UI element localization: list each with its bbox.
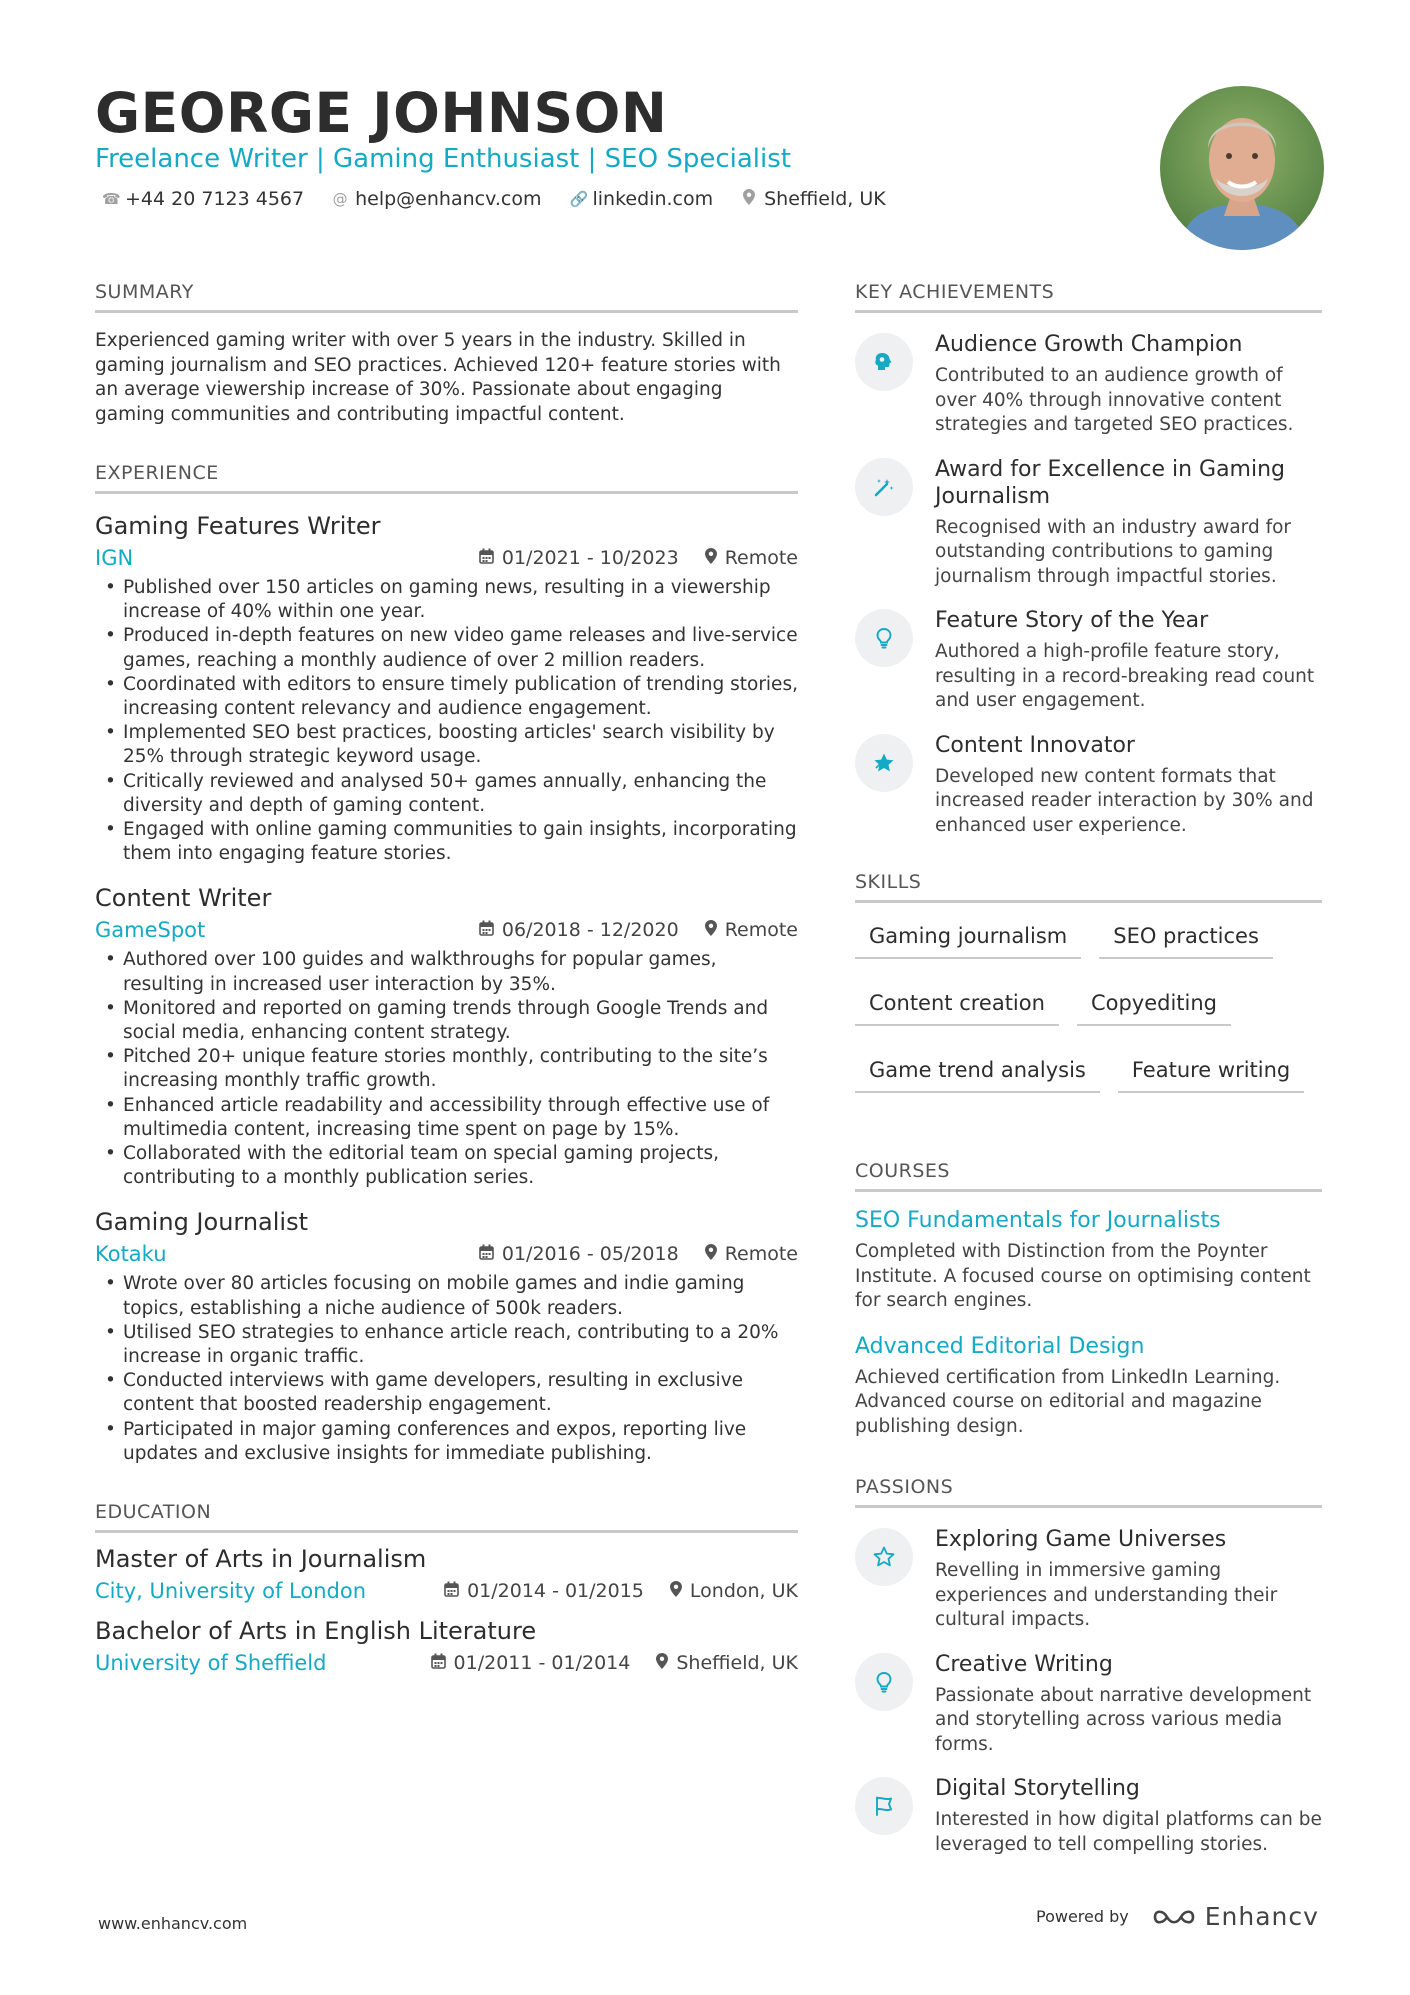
passion-item (855, 1526, 1322, 1633)
item-body (935, 1651, 1322, 1758)
item-body (935, 1775, 1322, 1857)
passion-description: Interested in how digital platforms can be leveraged to tell compelling stories. (935, 1809, 1322, 1855)
job-location (705, 547, 798, 569)
skill-tag: Feature writing (1118, 1051, 1304, 1093)
job-bullet: • Participated in major gaming conferences and expos, reporting live updates and exclusive insights for immediate publishing. (123, 1418, 798, 1466)
at-icon: @ (332, 190, 348, 208)
job-bullet: • Critically reviewed and analysed 50+ games annually, enhancing the diversity and depth of gaming content. (123, 770, 798, 818)
experience-section (95, 459, 798, 1466)
skill-tag: SEO practices (1099, 917, 1273, 959)
achievement-title: Feature Story of the Year (935, 608, 1209, 633)
course-description: Completed with Distinction from the Poynter Institute. A focused course on optimising content for search engines. (855, 1241, 1311, 1311)
location-pin-icon (656, 1653, 668, 1673)
job-entry (95, 882, 798, 1190)
achievement-title: Award for Excellence in Gaming Journalism (935, 456, 1286, 509)
achievement-item (855, 732, 1322, 839)
passion-title: Creative Writing (935, 1651, 1113, 1677)
skill-tag: Content creation (855, 984, 1059, 1026)
school-name[interactable]: University of Sheffield (95, 1651, 327, 1676)
job-dates (479, 919, 679, 941)
job-dates-text: 06/2018 - 12/2020 (501, 919, 679, 942)
section-title-courses: COURSES (855, 1157, 1322, 1192)
achievement-title: Content Innovator (935, 732, 1135, 758)
education-location-text: London, UK (689, 1580, 798, 1603)
section-title-summary: SUMMARY (95, 278, 798, 313)
job-location-text: Remote (724, 547, 798, 569)
footer-branding (1036, 1902, 1319, 1931)
job-bullet: • Authored over 100 guides and walkthroughs for popular games, resulting in increased user interaction by 35%. (123, 948, 798, 996)
job-bullet: • Conducted interviews with game developers, resulting in exclusive content that boosted readership engagement. (123, 1369, 798, 1417)
section-title-skills: SKILLS (855, 868, 1322, 903)
education-meta-right (444, 1580, 798, 1602)
achievement-item (855, 456, 1322, 590)
job-title: Gaming Journalist (95, 1208, 309, 1237)
achievement-list (855, 331, 1322, 838)
job-bullet: • Utilised SEO strategies to enhance article reach, contributing to a 20% increase in organic traffic. (123, 1321, 798, 1369)
education-dates-text: 01/2011 - 01/2014 (453, 1652, 631, 1675)
job-bullet: • Enhanced article readability and accessibility through effective use of multimedia content, increasing time spent on page by 15%. (123, 1094, 798, 1142)
job-meta (95, 544, 798, 572)
achievement-description: Developed new content formats that increased reader interaction by 30% and enhanced user experience. (935, 765, 1314, 836)
location-pin-icon (705, 1244, 717, 1264)
job-bullet: • Pitched 20+ unique feature stories monthly, contributing to the site’s increasing monthly traffic growth. (123, 1045, 798, 1093)
job-meta-right (479, 1243, 798, 1265)
company-name[interactable]: GameSpot (95, 918, 206, 943)
location-pin-icon (705, 920, 717, 940)
passion-title: Exploring Game Universes (935, 1527, 1227, 1552)
job-bullet: • Collaborated with the editorial team on special gaming projects, contributing to a monthly publication series. (123, 1142, 798, 1190)
brand-logo[interactable] (1151, 1902, 1319, 1931)
education-location (656, 1652, 798, 1674)
passion-description: Revelling in immersive gaming experiences and understanding their cultural impacts. (935, 1560, 1278, 1630)
powered-by-text: Powered by (1036, 1907, 1129, 1926)
passion-title: Digital Storytelling (935, 1776, 1140, 1801)
calendar-icon (479, 548, 494, 568)
section-title-education: EDUCATION (95, 1498, 798, 1533)
skill-tag: Gaming journalism (855, 917, 1081, 959)
candidate-tagline: Freelance Writer | Gaming Enthusiast | SEO Specialist (95, 144, 791, 174)
course-description: Achieved certification from LinkedIn Learning. Advanced course on editorial and magazine publishing design. (855, 1366, 1281, 1437)
calendar-icon (444, 1581, 459, 1601)
passion-item (855, 1775, 1322, 1857)
contact-bar (102, 188, 886, 210)
wand-icon (855, 458, 913, 516)
education-location (670, 1580, 798, 1602)
job-bullets (95, 1272, 798, 1466)
footer-website[interactable]: www.enhancv.com (98, 1914, 248, 1933)
passion-description: Passionate about narrative development and storytelling across various media forms. (935, 1684, 1312, 1755)
passions-section (855, 1473, 1322, 1857)
job-title: Content Writer (95, 884, 272, 913)
school-name[interactable]: City, University of London (95, 1579, 367, 1604)
item-body (935, 456, 1322, 590)
job-dates-text: 01/2021 - 10/2023 (501, 547, 679, 569)
enhancv-logo-icon (1151, 1905, 1197, 1929)
location-text: Sheffield, UK (764, 188, 886, 210)
profile-photo (1160, 86, 1324, 250)
achievement-item (855, 331, 1322, 438)
course-list (855, 1206, 1322, 1439)
job-dates (479, 1243, 679, 1265)
job-dates-text: 01/2016 - 05/2018 (501, 1243, 679, 1266)
skill-tag: Copyediting (1077, 984, 1231, 1026)
degree-title: Bachelor of Arts in English Literature (95, 1617, 537, 1646)
job-meta-right (479, 919, 798, 941)
course-title[interactable]: Advanced Editorial Design (855, 1333, 1145, 1359)
left-column (95, 278, 798, 1677)
location-pin-icon (705, 548, 717, 568)
contact-phone[interactable] (102, 188, 304, 210)
job-bullet: • Coordinated with editors to ensure timely publication of trending stories, increasing content relevancy and audience engagement. (123, 673, 798, 721)
brand-name: Enhancv (1204, 1902, 1319, 1931)
linkedin-text: linkedin.com (592, 188, 714, 210)
education-section (95, 1498, 798, 1677)
job-meta-right (479, 547, 798, 569)
contact-location (741, 188, 886, 210)
job-bullets (95, 948, 798, 1190)
calendar-icon (479, 920, 494, 940)
job-entry (95, 510, 798, 866)
contact-linkedin[interactable] (569, 188, 713, 210)
achievements-section (855, 278, 1322, 838)
location-pin-icon (741, 189, 757, 209)
right-column (855, 278, 1322, 1875)
calendar-icon (479, 1244, 494, 1264)
job-bullet: • Implemented SEO best practices, boosting articles' search visibility by 25% through strategic keyword usage. (123, 721, 798, 769)
education-entry (95, 1543, 798, 1605)
job-list (95, 510, 798, 1466)
job-bullet: • Wrote over 80 articles focusing on mobile games and indie gaming topics, establishing a niche audience of 500k readers. (123, 1272, 798, 1320)
location-pin-icon (670, 1581, 682, 1601)
item-body (935, 732, 1322, 839)
section-title-experience: EXPERIENCE (95, 459, 798, 494)
skill-list (855, 917, 1322, 1093)
course-title[interactable]: SEO Fundamentals for Journalists (855, 1208, 1221, 1233)
summary-section (95, 278, 798, 427)
contact-email[interactable] (332, 188, 541, 210)
job-meta (95, 916, 798, 944)
job-bullet: • Published over 150 articles on gaming news, resulting in a viewership increase of 40% within one year. (123, 576, 798, 624)
courses-section (855, 1157, 1322, 1439)
skills-section (855, 868, 1322, 1093)
skill-tag: Game trend analysis (855, 1051, 1100, 1093)
education-list (95, 1543, 798, 1677)
education-location-text: Sheffield, UK (676, 1652, 798, 1675)
education-dates-text: 01/2014 - 01/2015 (467, 1580, 644, 1603)
education-meta-right (431, 1652, 798, 1674)
summary-text: Experienced gaming writer with over 5 years in the industry. Skilled in gaming journalism and SEO practices. Achieved 120+ feature stories with an average viewership increase of 30%. Passionate about engaging gaming communities and contributing impactful content. (95, 330, 781, 425)
achievement-description: Contributed to an audience growth of over 40% through innovative content strategies and targeted SEO practices. (935, 365, 1294, 435)
achievement-description: Authored a high-profile feature story, resulting in a record-breaking read count and user engagement. (935, 641, 1315, 711)
phone-icon: ☎ (102, 190, 121, 208)
job-bullet: • Engaged with online gaming communities to gain insights, incorporating them into engaging feature stories. (123, 818, 798, 866)
job-entry (95, 1206, 798, 1466)
job-location-text: Remote (724, 919, 798, 942)
lightbulb-icon (855, 1653, 913, 1711)
job-location (705, 919, 798, 941)
lightbulb-icon (855, 609, 913, 667)
item-body (935, 331, 1322, 438)
education-dates (444, 1580, 644, 1602)
education-meta (95, 1577, 798, 1605)
company-name[interactable]: IGN (95, 546, 134, 570)
job-bullet: • Monitored and reported on gaming trends through Google Trends and social media, enhancing content strategy. (123, 997, 798, 1045)
link-icon: 🔗 (569, 190, 589, 208)
job-meta (95, 1240, 798, 1268)
star-icon (855, 734, 913, 792)
job-location (705, 1243, 798, 1265)
email-text: help@enhancv.com (355, 188, 542, 210)
passion-item (855, 1651, 1322, 1758)
item-body (935, 1526, 1322, 1633)
education-dates (431, 1652, 631, 1674)
job-dates (479, 547, 679, 569)
star-outline-icon (855, 1528, 913, 1586)
candidate-name: GEORGE JOHNSON (95, 81, 668, 145)
passion-list (855, 1526, 1322, 1857)
section-title-passions: PASSIONS (855, 1473, 1322, 1508)
job-bullets (95, 576, 798, 866)
achievement-title: Audience Growth Champion (935, 332, 1243, 357)
job-location-text: Remote (724, 1243, 798, 1266)
flag-icon (855, 1777, 913, 1835)
job-title: Gaming Features Writer (95, 512, 381, 540)
phone-text: +44 20 7123 4567 (125, 188, 305, 210)
item-body (935, 607, 1322, 714)
calendar-icon (431, 1653, 446, 1673)
company-name[interactable]: Kotaku (95, 1242, 167, 1267)
degree-title: Master of Arts in Journalism (95, 1545, 427, 1574)
job-bullet: • Produced in-depth features on new video game releases and live-service games, reaching a monthly audience of over 2 million readers. (123, 624, 798, 672)
education-entry (95, 1615, 798, 1677)
achievement-description: Recognised with an industry award for outstanding contributions to gaming journalism through impactful stories. (935, 516, 1292, 587)
achievement-item (855, 607, 1322, 714)
brain-icon (855, 333, 913, 391)
section-title-achievements: KEY ACHIEVEMENTS (855, 278, 1322, 313)
education-meta (95, 1649, 798, 1677)
